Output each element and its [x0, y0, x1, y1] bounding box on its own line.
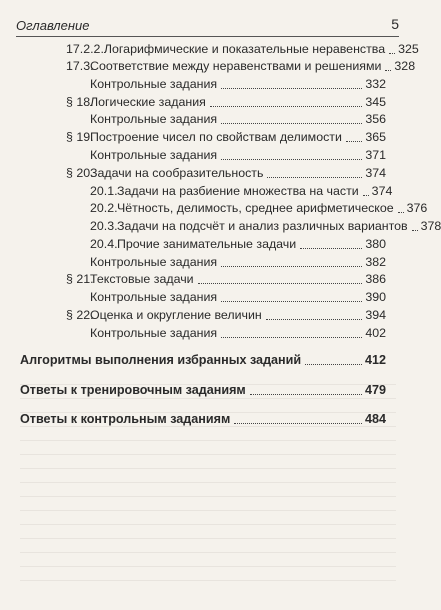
- toc-entry-number: 20.3.: [90, 219, 118, 233]
- toc-entry: [66, 130, 386, 145]
- leader-dots: [210, 106, 362, 107]
- leader-dots: [234, 423, 362, 424]
- toc-entry: [66, 42, 419, 57]
- toc-entry-page: 382: [365, 255, 386, 269]
- leader-dots: [221, 266, 362, 267]
- leader-dots: [300, 248, 362, 249]
- toc-entry-title: Контрольные задания: [90, 290, 218, 304]
- running-head-page-number: 5: [391, 16, 399, 32]
- toc-main-title: Ответы к тренировочным заданиям: [20, 383, 246, 397]
- running-head-section: Оглавление: [16, 18, 90, 33]
- toc-entry: [90, 237, 386, 252]
- toc-entry-number: § 20.: [66, 166, 94, 180]
- toc-entry-number: § 18.: [66, 95, 94, 109]
- toc-entry: [90, 290, 386, 305]
- leader-dots: [266, 319, 363, 320]
- toc-entry-title: Контрольные задания: [90, 255, 218, 269]
- leader-dots: [221, 123, 362, 124]
- toc-entry: [66, 95, 386, 110]
- toc-entry: [66, 272, 386, 287]
- toc-entry: [90, 77, 386, 92]
- leader-dots: [250, 394, 362, 395]
- toc-entry-page: 380: [365, 237, 386, 251]
- toc-entry-page: 390: [365, 290, 386, 304]
- toc-entry-page: 332: [365, 77, 386, 91]
- toc-entry-title: Оценка и округление величин: [90, 308, 262, 322]
- toc-entry-title: Контрольные задания: [90, 112, 218, 126]
- toc-entry-number: 20.4.: [90, 237, 118, 251]
- leader-dots: [346, 141, 362, 142]
- toc-entry-page: 394: [365, 308, 386, 322]
- toc-entry-page: 376: [406, 201, 428, 215]
- leader-dots: [221, 337, 362, 338]
- toc-entry-page: 402: [365, 326, 386, 340]
- toc-main-title: Алгоритмы выполнения избранных заданий: [20, 353, 302, 367]
- toc-entry: [90, 219, 441, 234]
- toc-entry: [90, 255, 386, 270]
- toc-entry-number: 17.2.2.: [66, 42, 104, 56]
- toc-entry-page: 374: [371, 184, 393, 198]
- leader-dots: [398, 212, 404, 213]
- leader-dots: [385, 70, 391, 71]
- toc-entry-title: Контрольные задания: [90, 326, 218, 340]
- toc-entry-title: Прочие занимательные задачи: [117, 237, 297, 251]
- toc-entry-title: Соответствие между неравенствами и решениями: [90, 59, 382, 73]
- toc-entry-number: § 21.: [66, 272, 94, 286]
- leader-dots: [305, 364, 362, 365]
- toc-entry-title: Контрольные задания: [90, 148, 218, 162]
- toc-entry-number: 17.3.: [66, 59, 94, 73]
- toc-entry: [66, 308, 386, 323]
- toc-entry: [66, 59, 416, 74]
- toc-entry-page: 386: [365, 272, 386, 286]
- leader-dots: [221, 159, 362, 160]
- toc-entry-title: Логические задания: [90, 95, 206, 109]
- toc-entry-page: 365: [365, 130, 386, 144]
- toc-entry-number: § 19.: [66, 130, 94, 144]
- toc-entry-number: § 22.: [66, 308, 94, 322]
- leader-dots: [221, 88, 362, 89]
- leader-dots: [198, 283, 363, 284]
- toc-entry-page: 378: [420, 219, 441, 233]
- leader-dots: [363, 195, 369, 196]
- toc-entry-title: Задачи на разбиение множества на части: [117, 184, 359, 198]
- toc-entry-number: 20.1.: [90, 184, 118, 198]
- toc-entry-title: Задачи на сообразительность: [90, 166, 264, 180]
- toc-main-section: [20, 353, 386, 368]
- toc-entry-number: 20.2.: [90, 201, 118, 215]
- toc-entry-page: 345: [365, 95, 386, 109]
- toc-entry-page: 374: [365, 166, 386, 180]
- toc-main-page: 412: [364, 353, 386, 367]
- toc-entry-title: Контрольные задания: [90, 77, 218, 91]
- toc-entry: [90, 148, 386, 163]
- toc-main-title: Ответы к контрольным заданиям: [20, 412, 231, 426]
- toc-entry-page: 356: [365, 112, 386, 126]
- toc-entry: [90, 112, 386, 127]
- toc-main-section: [20, 412, 386, 427]
- toc-entry: [90, 326, 386, 341]
- toc-entry-page: 328: [394, 59, 416, 73]
- toc-main-page: 479: [364, 383, 386, 397]
- toc-entry: [66, 166, 386, 181]
- page-header: [16, 14, 399, 37]
- toc-entry-title: Задачи на подсчёт и анализ различных вариантов: [117, 219, 408, 233]
- leader-dots: [389, 53, 395, 54]
- toc-entry: [90, 184, 393, 199]
- toc-entry-title: Построение чисел по свойствам делимости: [90, 130, 342, 144]
- toc-entry-page: 371: [365, 148, 386, 162]
- toc-entry-title: Логарифмические и показательные неравенства: [103, 42, 386, 56]
- toc-entry-title: Чётность, делимость, среднее арифметическое: [117, 201, 394, 215]
- toc-main-section: [20, 383, 386, 398]
- toc-entry-title: Текстовые задачи: [90, 272, 194, 286]
- toc-entry: [90, 201, 428, 216]
- toc-entry-page: 325: [398, 42, 419, 56]
- leader-dots: [221, 301, 362, 302]
- toc-main-page: 484: [364, 412, 386, 426]
- leader-dots: [412, 230, 418, 231]
- leader-dots: [267, 177, 362, 178]
